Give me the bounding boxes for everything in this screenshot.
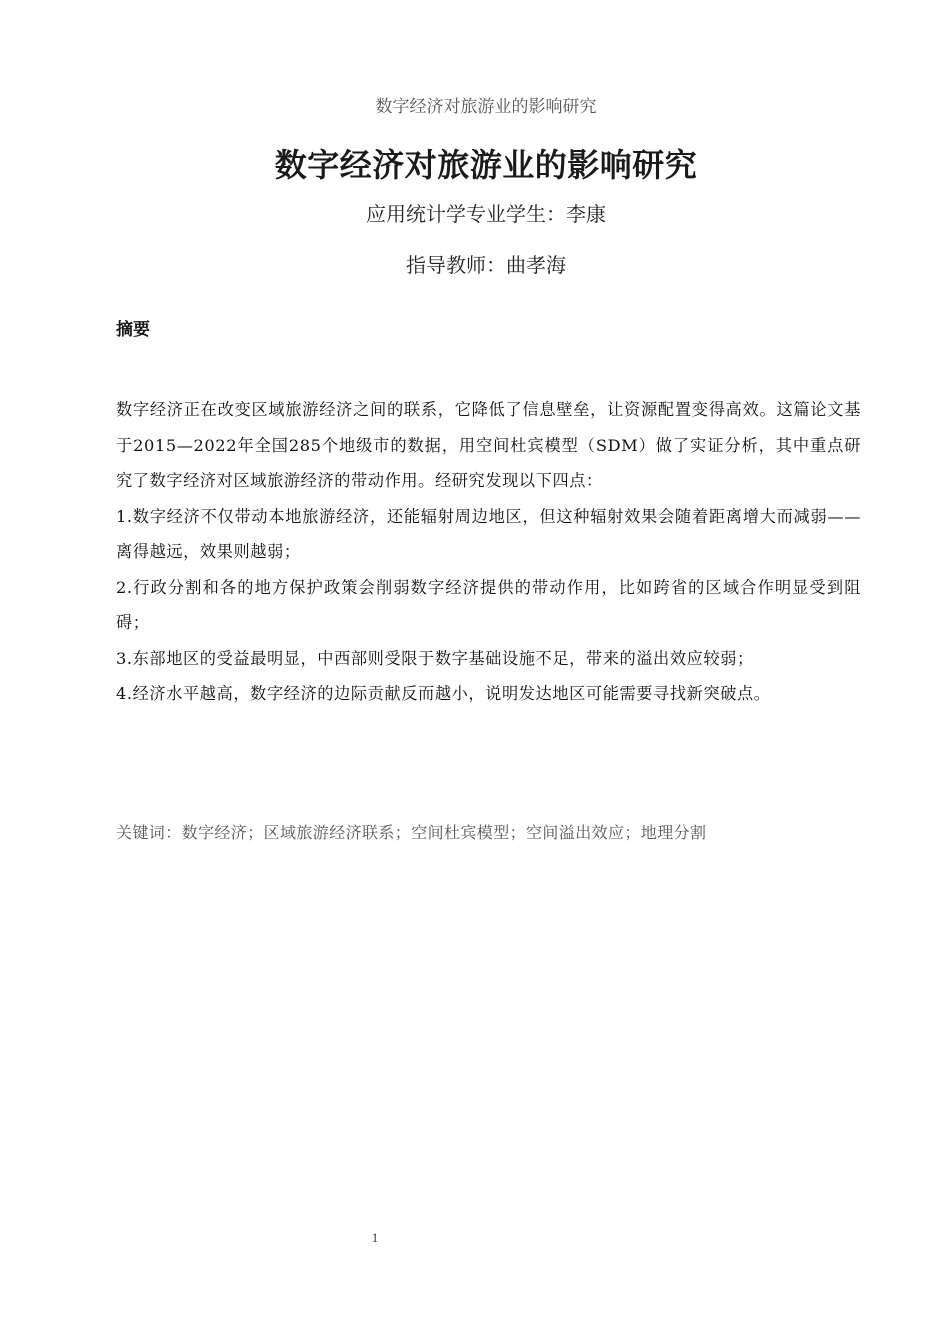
abstract-paragraph-intro: 数字经济正在改变区域旅游经济之间的联系，它降低了信息壁垒，让资源配置变得高效。这篇论文基于2015—2022年全国285个地级市的数据，用空间杜宾模型（SDM）做了实证分析，其中重点研究了数字经济对区域旅游经济的带动作用。经研究发现以下四点： [116, 400, 861, 490]
abstract-finding-1: 1.数字经济不仅带动本地旅游经济，还能辐射周边地区，但这种辐射效果会随着距离增大而减弱——离得越远，效果则越弱； [116, 506, 861, 561]
abstract-body [116, 392, 861, 712]
page-number: 1 [371, 1230, 379, 1245]
abstract-heading: 摘要 [116, 320, 150, 340]
abstract-finding-4: 4.经济水平越高，数字经济的边际贡献反而越小，说明发达地区可能需要寻找新突破点。 [116, 684, 771, 703]
keywords-line: 关键词：数字经济；区域旅游经济联系；空间杜宾模型；空间溢出效应；地理分割 [116, 823, 707, 842]
advisor-line: 指导教师：曲孝海 [406, 253, 566, 277]
abstract-finding-3: 3.东部地区的受益最明显，中西部则受限于数字基础设施不足，带来的溢出效应较弱； [116, 648, 754, 668]
document-title: 数字经济对旅游业的影响研究 [274, 146, 698, 184]
abstract-finding-2: 2.行政分割和各的地方保护政策会削弱数字经济提供的带动作用，比如跨省的区域合作明显受到阻碍； [116, 577, 861, 632]
student-line: 应用统计学专业学生：李康 [366, 202, 606, 226]
running-header: 数字经济对旅游业的影响研究 [375, 97, 597, 116]
